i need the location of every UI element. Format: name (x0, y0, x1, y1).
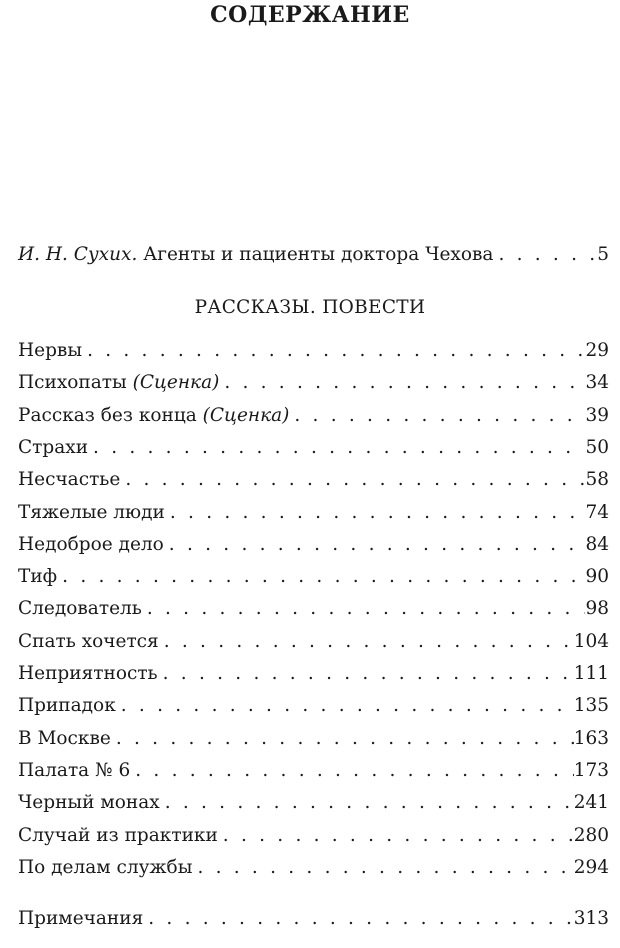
toc-entry-title (18, 758, 130, 784)
toc-notes-entry (18, 906, 609, 932)
page-number: 50 (585, 436, 609, 458)
dot-leader (116, 693, 574, 719)
toc-entry-name: Тиф (18, 566, 58, 588)
toc-entry-name: Нервы (18, 340, 83, 361)
dot-leader (159, 629, 574, 655)
page-number: 313 (573, 908, 609, 929)
toc-entry-title (18, 855, 192, 881)
page-number: 90 (585, 566, 609, 588)
dot-leader (111, 726, 574, 752)
toc-entry-name: Недоброе дело (18, 533, 164, 555)
page-number: 5 (597, 244, 609, 265)
toc-entry-title (18, 370, 219, 396)
dot-leader (219, 370, 585, 396)
toc-entry-name: В Москве (18, 727, 111, 749)
page-number: 98 (585, 598, 609, 620)
toc-entry-name: Случай из практики (18, 824, 218, 846)
page-number: 280 (573, 824, 609, 846)
toc-entry-title (18, 726, 111, 752)
toc-entry-title (18, 435, 88, 461)
toc-entry (18, 823, 609, 849)
toc-entry (18, 532, 609, 558)
toc-entry-name: Несчастье (18, 469, 121, 491)
dot-leader (493, 242, 597, 268)
dot-leader (158, 661, 574, 687)
toc-entry-name: Припадок (18, 695, 116, 717)
toc-entry-name: Следователь (18, 598, 142, 620)
page-number: 84 (585, 533, 609, 555)
toc-entry-title (18, 629, 159, 655)
toc-entry (18, 403, 609, 429)
page-number: 241 (573, 792, 609, 814)
toc-entry-name: Страхи (18, 436, 89, 458)
page-number: 58 (585, 469, 609, 491)
dot-leader (164, 532, 586, 558)
toc-entry-name: По делам службы (18, 856, 193, 878)
dot-leader (57, 564, 585, 590)
toc-entry (18, 596, 609, 622)
toc-entry-name: Спать хочется (18, 630, 159, 652)
dot-leader (160, 790, 574, 816)
page-title: СОДЕРЖАНИЕ (210, 2, 410, 28)
toc-entry-title (18, 467, 120, 493)
dot-leader (289, 403, 585, 429)
toc-entry-title (18, 661, 158, 687)
page-number: 34 (585, 372, 609, 394)
toc-entry (18, 855, 609, 881)
toc-intro-work: Агенты и пациенты доктора Чехова (143, 244, 494, 265)
page-number: 163 (573, 727, 609, 749)
page-number: 135 (573, 695, 609, 717)
toc-entry (18, 467, 609, 493)
toc-intro-author: И. Н. Сухих. (18, 244, 138, 265)
page-number: 74 (585, 501, 609, 523)
toc-entry (18, 661, 609, 687)
toc-entry-name: Черный монах (18, 792, 160, 814)
page-number: 104 (573, 630, 609, 652)
toc-entry (18, 338, 609, 364)
toc-entry-title (18, 500, 165, 526)
toc-entry-title (18, 338, 82, 364)
toc-entry-name: Тяжелые люди (18, 501, 165, 523)
toc-entry-name: Рассказ без конца (18, 404, 197, 426)
page-number: 173 (573, 759, 609, 781)
page-number: 29 (585, 340, 609, 361)
toc-entry (18, 726, 609, 752)
toc-entry (18, 758, 609, 784)
toc-entry-name: Палата № 6 (18, 759, 131, 781)
dot-leader (142, 596, 586, 622)
toc-entry-title (18, 823, 218, 849)
toc-notes-title: Примечания (18, 908, 144, 929)
toc-entry (18, 629, 609, 655)
dot-leader (130, 758, 573, 784)
toc-entry (18, 564, 609, 590)
toc-entry (18, 790, 609, 816)
toc-entry (18, 500, 609, 526)
dot-leader (143, 906, 573, 932)
toc-entry-name: Психопаты (18, 372, 127, 394)
toc-entry (18, 693, 609, 719)
toc-entry-title (18, 596, 142, 622)
toc-intro-entry (18, 242, 609, 268)
toc-entry (18, 370, 609, 396)
toc-entry-title (18, 403, 289, 429)
toc-entry-title (18, 693, 116, 719)
dot-leader (88, 435, 585, 461)
toc-entry (18, 435, 609, 461)
dot-leader (165, 500, 586, 526)
dot-leader (192, 855, 573, 881)
toc-entry-title (18, 564, 57, 590)
toc-entry-title (18, 532, 164, 558)
page-number: 294 (573, 856, 609, 878)
toc-intro-title (18, 242, 493, 268)
dot-leader (218, 823, 574, 849)
toc-entry-name: Неприятность (18, 663, 158, 684)
page-number: 39 (585, 404, 609, 426)
toc-entry-note: (Сценка) (202, 404, 290, 426)
toc-entry-title (18, 790, 160, 816)
section-heading: РАССКАЗЫ. ПОВЕСТИ (194, 297, 426, 318)
toc-entry-note: (Сценка) (132, 372, 220, 394)
dot-leader (82, 338, 585, 364)
page-number: 111 (573, 663, 609, 684)
dot-leader (120, 467, 585, 493)
